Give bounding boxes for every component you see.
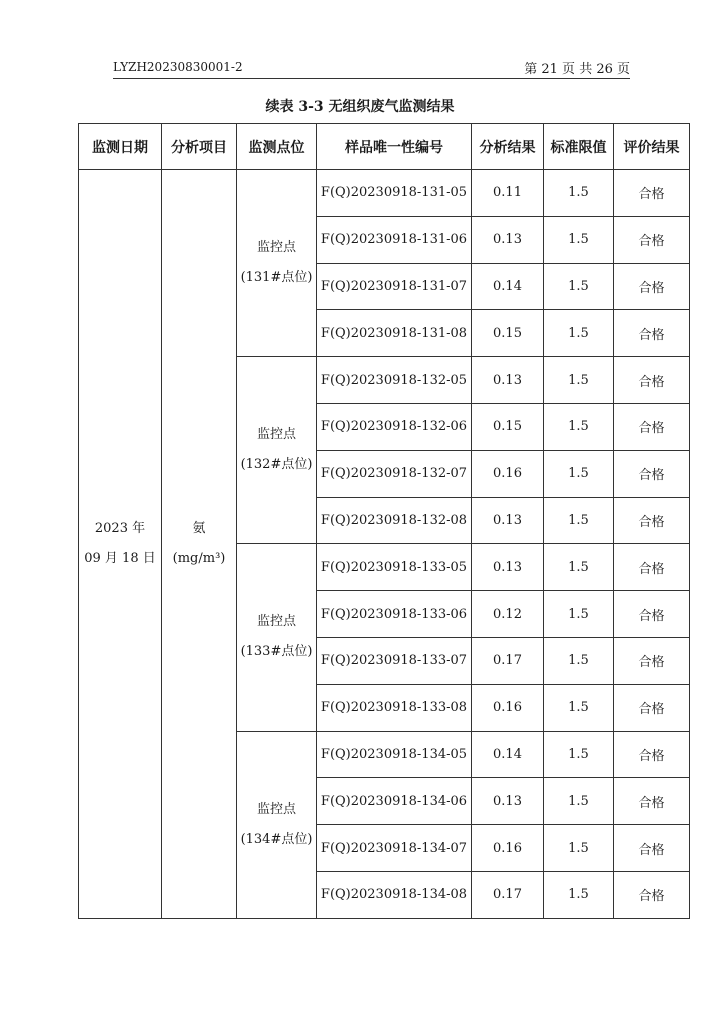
- monitoring-point-line1: 监控点: [256, 240, 296, 256]
- monitoring-point-line2: (133#点位): [240, 644, 313, 660]
- evaluation-cell: 合格: [614, 310, 690, 357]
- monitoring-date-line2: 09 月 18 日: [84, 550, 156, 566]
- limit-cell: 1.5: [544, 871, 614, 918]
- sample-id-cell: F(Q)20230918-133-08: [317, 684, 472, 731]
- sample-id-cell: F(Q)20230918-132-07: [317, 450, 472, 497]
- limit-cell: 1.5: [544, 357, 614, 404]
- monitoring-point-line2: (132#点位): [240, 457, 313, 473]
- result-cell: 0.13: [472, 497, 544, 544]
- monitoring-date-cell: [79, 170, 162, 919]
- evaluation-cell: 合格: [614, 544, 690, 591]
- table-title: 续表 3-3 无组织废气监测结果: [265, 99, 455, 115]
- monitoring-point-cell: [237, 170, 317, 357]
- column-header: 监测点位: [237, 124, 317, 170]
- evaluation-cell: 合格: [614, 450, 690, 497]
- limit-cell: 1.5: [544, 450, 614, 497]
- monitoring-date-line1: 2023 年: [94, 520, 146, 536]
- limit-cell: 1.5: [544, 170, 614, 217]
- result-cell: 0.14: [472, 731, 544, 778]
- limit-cell: 1.5: [544, 731, 614, 778]
- evaluation-cell: 合格: [614, 403, 690, 450]
- result-cell: 0.16: [472, 684, 544, 731]
- column-header: 样品唯一性编号: [317, 124, 472, 170]
- limit-cell: 1.5: [544, 216, 614, 263]
- evaluation-cell: 合格: [614, 731, 690, 778]
- sample-id-cell: F(Q)20230918-132-06: [317, 403, 472, 450]
- evaluation-cell: 合格: [614, 684, 690, 731]
- column-header: 标准限值: [544, 124, 614, 170]
- limit-cell: 1.5: [544, 778, 614, 825]
- column-header: 分析结果: [472, 124, 544, 170]
- evaluation-cell: 合格: [614, 637, 690, 684]
- sample-id-cell: F(Q)20230918-134-07: [317, 825, 472, 872]
- result-cell: 0.17: [472, 637, 544, 684]
- analysis-item-line1: 氨: [192, 520, 206, 536]
- monitoring-point-line2: (131#点位): [240, 270, 313, 286]
- result-cell: 0.13: [472, 544, 544, 591]
- result-cell: 0.15: [472, 310, 544, 357]
- monitoring-point-cell: [237, 731, 317, 918]
- limit-cell: 1.5: [544, 544, 614, 591]
- result-cell: 0.17: [472, 871, 544, 918]
- result-cell: 0.12: [472, 591, 544, 638]
- evaluation-cell: 合格: [614, 357, 690, 404]
- result-cell: 0.16: [472, 450, 544, 497]
- limit-cell: 1.5: [544, 403, 614, 450]
- evaluation-cell: 合格: [614, 591, 690, 638]
- page-header: [113, 58, 630, 79]
- evaluation-cell: 合格: [614, 825, 690, 872]
- result-cell: 0.11: [472, 170, 544, 217]
- evaluation-cell: 合格: [614, 778, 690, 825]
- sample-id-cell: F(Q)20230918-131-05: [317, 170, 472, 217]
- result-cell: 0.13: [472, 778, 544, 825]
- monitoring-point-line1: 监控点: [256, 614, 296, 630]
- column-header: 评价结果: [614, 124, 690, 170]
- table-header-row: [79, 124, 690, 170]
- monitoring-point-cell: [237, 357, 317, 544]
- report-number: LYZH20230830001-2: [113, 60, 243, 74]
- evaluation-cell: 合格: [614, 216, 690, 263]
- column-header: 分析项目: [162, 124, 237, 170]
- sample-id-cell: F(Q)20230918-134-06: [317, 778, 472, 825]
- sample-id-cell: F(Q)20230918-131-07: [317, 263, 472, 310]
- limit-cell: 1.5: [544, 591, 614, 638]
- monitoring-point-cell: [237, 544, 317, 731]
- sample-id-cell: F(Q)20230918-133-07: [317, 637, 472, 684]
- sample-id-cell: F(Q)20230918-132-05: [317, 357, 472, 404]
- column-header: 监测日期: [79, 124, 162, 170]
- sample-id-cell: F(Q)20230918-133-05: [317, 544, 472, 591]
- sample-id-cell: F(Q)20230918-132-08: [317, 497, 472, 544]
- analysis-item-line2: (mg/m³): [172, 550, 226, 566]
- result-cell: 0.13: [472, 216, 544, 263]
- sample-id-cell: F(Q)20230918-131-06: [317, 216, 472, 263]
- limit-cell: 1.5: [544, 263, 614, 310]
- limit-cell: 1.5: [544, 684, 614, 731]
- sample-id-cell: F(Q)20230918-134-05: [317, 731, 472, 778]
- result-cell: 0.14: [472, 263, 544, 310]
- monitoring-point-line1: 监控点: [256, 801, 296, 817]
- monitoring-point-line1: 监控点: [256, 427, 296, 443]
- evaluation-cell: 合格: [614, 170, 690, 217]
- sample-id-cell: F(Q)20230918-133-06: [317, 591, 472, 638]
- result-cell: 0.16: [472, 825, 544, 872]
- limit-cell: 1.5: [544, 825, 614, 872]
- monitoring-point-line2: (134#点位): [240, 831, 313, 847]
- evaluation-cell: 合格: [614, 263, 690, 310]
- sample-id-cell: F(Q)20230918-134-08: [317, 871, 472, 918]
- monitoring-results-table: [78, 123, 690, 919]
- result-cell: 0.13: [472, 357, 544, 404]
- analysis-item-cell: [162, 170, 237, 919]
- table-row: [79, 170, 690, 217]
- limit-cell: 1.5: [544, 637, 614, 684]
- page-info: 第 21 页 共 26 页: [524, 62, 630, 77]
- limit-cell: 1.5: [544, 310, 614, 357]
- sample-id-cell: F(Q)20230918-131-08: [317, 310, 472, 357]
- evaluation-cell: 合格: [614, 497, 690, 544]
- result-cell: 0.15: [472, 403, 544, 450]
- limit-cell: 1.5: [544, 497, 614, 544]
- evaluation-cell: 合格: [614, 871, 690, 918]
